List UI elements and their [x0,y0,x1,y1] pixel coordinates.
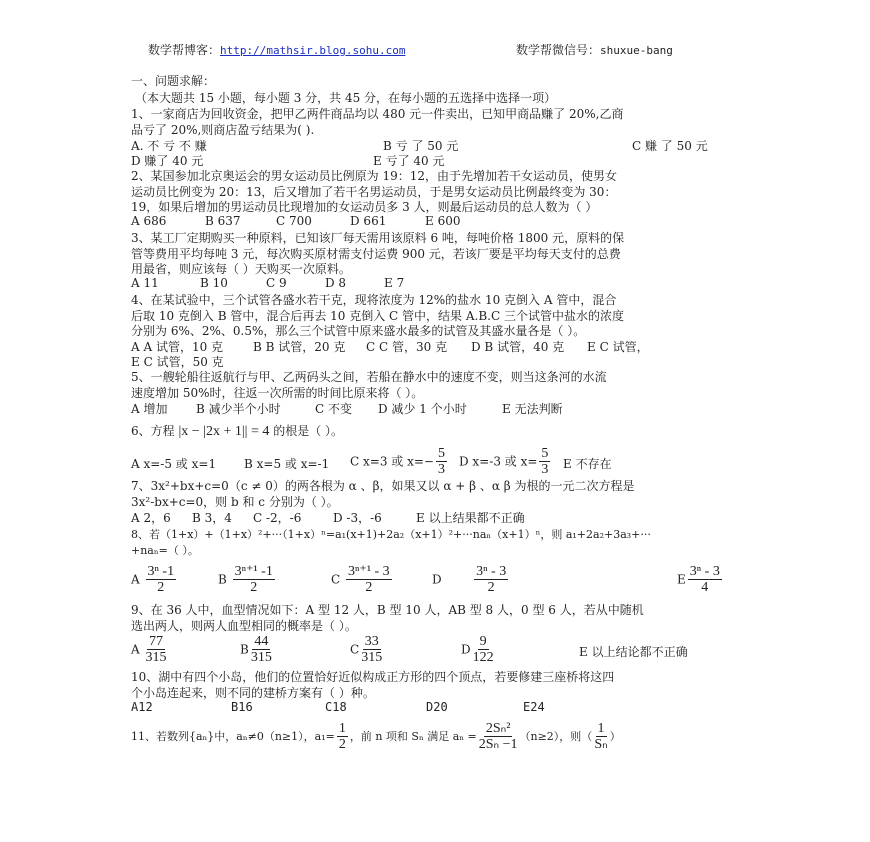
question-text: 9、在 36 人中，血型情况如下：A 型 12 人，B 型 10 人，AB 型 8 人，0 型 6 人，若从中随机 [131,603,644,617]
numerator: 1 [597,721,605,736]
question-text: 分别为 6%、2%、0.5%，那么三个试管中原来盛水最多的试管及其盛水量各是（ ）。 [131,324,586,338]
option-label: A [131,572,140,587]
option-b: B16 [231,700,253,714]
option-e: E 不存在 [563,457,612,471]
option-d: D 8 [325,276,347,290]
option-d [432,564,510,596]
fraction [251,634,272,666]
option-text: C x=3 或 x=− [350,454,434,469]
fraction [146,634,167,666]
numerator: 2Sₙ² [485,721,511,736]
question-text: 4、在某试验中，三个试管各盛水若干克，现将浓度为 12%的盐水 10 克倒入 A 管中，混合 [131,293,617,307]
fraction [473,634,494,666]
option-c [350,446,449,478]
denominator: 315 [145,650,167,666]
option-a: A x=-5 或 x=1 [131,457,217,471]
option-label: C [350,642,360,657]
denominator: 122 [472,650,494,666]
section-title: 一、问题求解： [131,74,216,88]
fraction [337,721,348,753]
question-text: +naₙ=（ ）。 [131,544,199,557]
question-text: 2、某国参加北京奥运会的男女运动员比例原为 19：12，由于先增加若干女运动员，使男女 [131,169,617,183]
equation: |x − |2x + 1|| = 4 [178,424,270,439]
option-label: D [461,642,471,657]
question-stem: ） [609,729,621,743]
question-text: 用最省，则应该每（ ）天购买一次原料。 [131,262,351,276]
option-c: C 700 [276,214,312,228]
question-text: 管等费用平均每吨 3 元，每次购买原材需支付运费 900 元，若该厂要是平均每天支付的总费 [131,247,621,261]
numerator: 5 [437,446,445,461]
option-d: D20 [426,700,448,714]
option-e: E 7 [384,276,405,290]
numerator: 5 [541,446,549,461]
option-a: A. 不 亏 不 赚 [131,139,207,153]
question-text [131,721,621,753]
question-text: 后取 10 克倒入 B 管中，混合后再去 10 克倒入 C 管中，结果 A.B.C 三个试管中盐水的浓度 [131,309,624,323]
section-instructions: （本大题共 15 小题，每小题 3 分，共 45 分，在每小题的五选择中选择一项） [135,91,557,105]
question-text: 8、若（1+x）+（1+x）²+···（1+x）ⁿ=a₁(x+1)+2a₂（x+1）²+···naₙ（x+1）ⁿ，则 a₁+2a₂+3a₃+··· [131,528,651,541]
option-e [677,564,724,596]
fraction [594,721,607,753]
numerator: 3ⁿ - 3 [689,564,720,579]
option-b: B 10 [200,276,228,290]
option-b [218,564,277,596]
option-d: D B 试管，40 克 [471,340,565,354]
question-stem: 11、若数列{aₙ}中，aₙ≠0（n≥1），a₁= [131,729,335,743]
option-b: B 3，4 [192,511,232,525]
option-e: E 以上结果都不正确 [416,511,525,525]
wechat-label: 数学帮微信号： [516,43,601,57]
option-e: E 亏了 40 元 [373,154,445,168]
fraction [146,564,177,596]
option-d: D 减少 1 个小时 [378,402,467,416]
denominator: 315 [250,650,272,666]
wechat-id: shuxue-bang [600,44,673,57]
question-text: 个小岛连起来，则不同的建桥方案有（ ）种。 [131,686,375,700]
option-c: C 赚 了 50 元 [632,139,708,153]
option-label: C [331,572,341,587]
option-e: E C 试管， [587,340,649,354]
option-c: C18 [325,700,347,714]
numerator: 3ⁿ⁺¹ - 3 [348,564,390,579]
option-a: A 686 [131,214,167,228]
denominator: 2 [487,580,495,596]
question-text [131,422,343,440]
numerator: 9 [479,634,487,649]
fraction [474,564,508,596]
option-a: A 2，6 [131,511,171,525]
option-d: D 赚了 40 元 [131,154,204,168]
option-b: B 亏 了 50 元 [383,139,459,153]
question-text: 3、某工厂定期购买一种原料，已知该厂每天需用该原料 6 吨，每吨价格 1800 元，原料的保 [131,231,625,245]
denominator: 4 [701,580,709,596]
option-a: A 增加 [131,402,168,416]
question-stem: ，前 n 项和 Sₙ 满足 aₙ = [349,729,477,743]
option-d: D -3，-6 [333,511,382,525]
fraction [688,564,722,596]
numerator: 3ⁿ⁺¹ -1 [234,564,273,579]
denominator: 2 [338,737,346,753]
blog-link[interactable]: http://mathsir.blog.sohu.com [220,44,406,57]
fraction [361,634,382,666]
numerator: 3ⁿ - 3 [476,564,507,579]
option-c: C 9 [266,276,287,290]
option-e: E 600 [425,214,461,228]
question-text: 选出两人，则两人血型相同的概率是（ ）。 [131,619,357,633]
option-a: A 11 [131,276,159,290]
question-text: 3x²-bx+c=0，则 b 和 c 分别为（ ）。 [131,495,339,509]
denominator: Sₙ [594,737,608,753]
option-e: E24 [523,700,545,714]
denominator: 2 [157,580,165,596]
numerator: 1 [338,721,346,736]
question-text: 品亏了 20%,则商店盈亏结果为( ). [131,123,315,137]
question-text: 5、一艘轮船往返航行与甲、乙两码头之间，若船在静水中的速度不变，则当这条河的水流 [131,370,607,384]
fraction [479,721,518,753]
question-text: 1、一家商店为回收资金，把甲乙两件商品均以 480 元一件卖出，已知甲商品赚了 20%,乙商 [131,107,624,121]
question-text: 速度增加 50%时，往返一次所需的时间比原来将（ ）。 [131,386,424,400]
option-c: C 不变 [315,402,352,416]
fraction [346,564,392,596]
question-stem: 的根是（ ）。 [273,424,344,438]
question-stem: 6、方程 [131,424,175,438]
option-label: D [432,572,442,587]
option-d [461,634,496,666]
option-e: E 无法判断 [502,402,563,416]
numerator: 44 [254,634,269,649]
fraction [539,446,550,478]
denominator: 2 [250,580,258,596]
option-label: E [579,645,588,659]
blog-header [148,41,405,58]
option-label: A [131,642,140,657]
option-b: B 637 [205,214,241,228]
option-c: C C 管，30 克 [366,340,448,354]
question-text: 运动员比例变为 20：13，后又增加了若干名男运动员，于是男女运动员比例最终变为 30： [131,185,617,199]
option-label: B [218,572,227,587]
option-c: C -2，-6 [253,511,302,525]
option-c [331,564,394,596]
option-b [240,634,274,666]
option-a [131,564,178,596]
numerator: 33 [364,634,379,649]
option-d: D 661 [350,214,387,228]
option-e [579,643,688,660]
option-text: D x=-3 或 x= [459,454,538,469]
question-stem: （n≥2），则（ [519,729,593,743]
fraction [233,564,275,596]
option-b: B 减少半个小时 [196,402,281,416]
option-c [350,634,384,666]
option-d [459,446,552,478]
option-label: B [240,642,249,657]
numerator: 77 [149,634,163,649]
denominator: 2 [365,580,373,596]
fraction [436,446,447,478]
option-e-continued: E C 试管，50 克 [131,355,224,369]
denominator: 2Sₙ −1 [478,737,518,753]
question-text: 19，如果后增加的男运动员比现增加的女运动员多 3 人，则最后运动员的总人数为（ ） [131,200,598,214]
question-text: 7、3x²+bx+c=0（c ≠ 0）的两各根为 α 、β，如果又以 α + β 、α β 为根的一元二次方程是 [131,479,635,493]
option-a: A12 [131,700,153,714]
option-b: B B 试管，20 克 [253,340,346,354]
blog-label: 数学帮博客： [148,43,221,57]
denominator: 315 [361,650,383,666]
option-text: 以上结论都不正确 [591,645,688,659]
option-a: A A 试管，10 克 [131,340,224,354]
denominator: 3 [437,462,445,478]
wechat-header [516,41,673,58]
option-label: E [677,572,686,587]
numerator: 3ⁿ -1 [147,564,175,579]
option-a [131,634,169,666]
question-text: 10、湖中有四个小岛，他们的位置恰好近似构成正方形的四个顶点，若要修建三座桥将这四 [131,670,615,684]
option-b: B x=5 或 x=-1 [244,457,330,471]
denominator: 3 [541,462,549,478]
